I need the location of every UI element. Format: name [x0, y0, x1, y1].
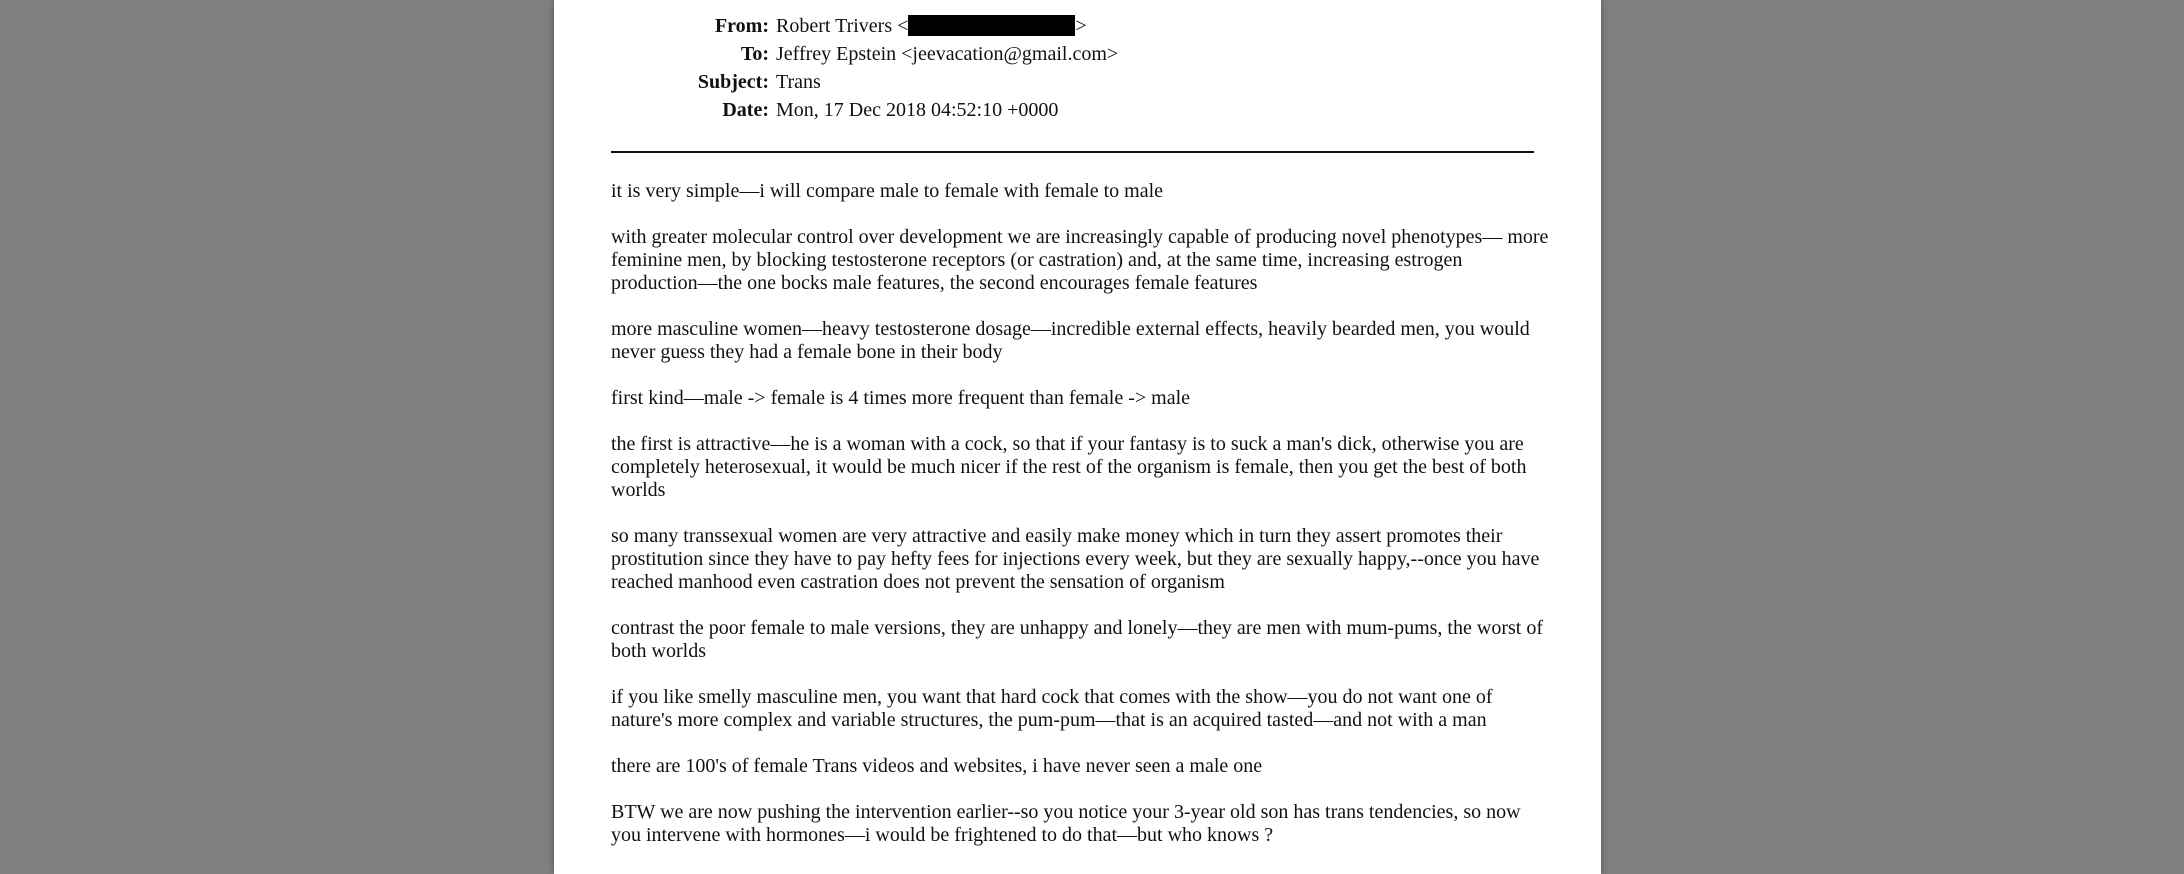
- date-value: Mon, 17 Dec 2018 04:52:10 +0000: [776, 99, 1059, 121]
- from-value: [776, 12, 1087, 40]
- body-paragraph: there are 100's of female Trans videos and websites, i have never seen a male one: [611, 755, 1263, 777]
- to-row: [614, 40, 1118, 68]
- subject-label: Subject:: [697, 71, 769, 93]
- subject-value: Trans: [776, 71, 821, 93]
- date-label: Date:: [722, 99, 769, 121]
- date-row: [614, 96, 1118, 124]
- redaction-box: [908, 15, 1075, 36]
- body-paragraph: BTW we are now pushing the intervention earlier--so you notice your 3-year old son has trans tendencies, so now you intervene with hormones—i would be frightened to do that—but who knows ?: [611, 801, 1521, 846]
- body-paragraph: more masculine women—heavy testosterone dosage—incredible external effects, heavily bearded men, you would never guess they had a female bone in their body: [611, 318, 1530, 363]
- to-value: Jeffrey Epstein <jeevacation@gmail.com>: [776, 43, 1119, 65]
- body-paragraph: with greater molecular control over development we are increasingly capable of producing novel phenotypes— more feminine men, by blocking testosterone receptors (or castration) and, at the same time, increasing estrogen production—the one bocks male features, the second encourages female features: [611, 226, 1549, 294]
- body-paragraph: contrast the poor female to male versions, they are unhappy and lonely—they are men with mum-pums, the worst of both worlds: [611, 617, 1543, 662]
- document-page: [554, 0, 1601, 874]
- body-paragraph: if you like smelly masculine men, you want that hard cock that comes with the show—you do not want one of nature's more complex and variable structures, the pum-pum—that is an acquired tasted—and not with a man: [611, 686, 1493, 731]
- from-close: >: [1075, 15, 1087, 37]
- from-row: [614, 12, 1118, 40]
- body-paragraph: it is very simple—i will compare male to female with female to male: [611, 180, 1164, 202]
- from-name: Robert Trivers <: [776, 15, 909, 37]
- body-paragraph: first kind—male -> female is 4 times more frequent than female -> male: [611, 387, 1191, 409]
- body-paragraph: the first is attractive—he is a woman with a cock, so that if your fantasy is to suck a man's dick, otherwise you are completely heterosexual, it would be much nicer if the rest of the organism is female, then you get the best of both worlds: [611, 433, 1527, 501]
- email-headers: [614, 12, 1118, 124]
- subject-row: [614, 68, 1118, 96]
- body-paragraph: so many transsexual women are very attractive and easily make money which in turn they assert promotes their prostitution since they have to pay hefty fees for injections every week, but they are sexually happy,--once you have reached manhood even castration does not prevent the sensation of organism: [611, 525, 1540, 593]
- email-body: [611, 180, 1551, 870]
- header-divider: [611, 151, 1534, 153]
- from-label: From:: [714, 15, 769, 37]
- to-label: To:: [740, 43, 769, 65]
